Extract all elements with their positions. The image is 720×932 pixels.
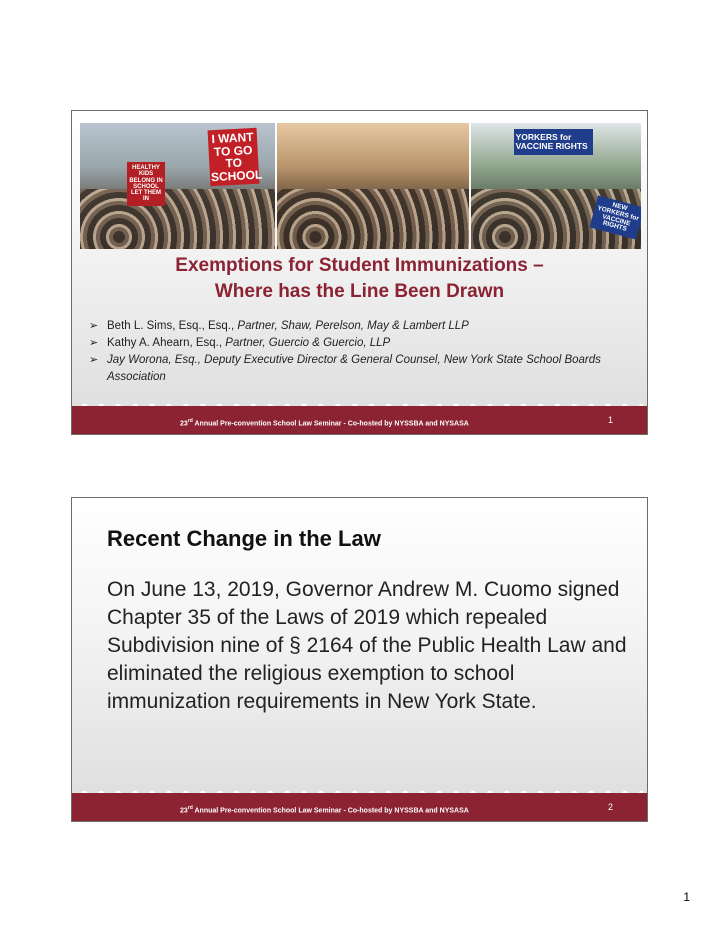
list-item (89, 352, 629, 386)
protest-sign: I WANT TO GO TO SCHOOL (208, 128, 260, 187)
crowd-image (277, 189, 468, 249)
protest-sign: HEALTHY KIDS BELONG IN SCHOOL LET THEM IN (127, 162, 165, 206)
slide-2 (71, 497, 648, 822)
slide-title: Recent Change in the Law (107, 526, 381, 551)
protest-photo-healthy-kids (80, 123, 275, 249)
presenter-role: Partner, Guercio & Guercio, LLP (225, 337, 391, 349)
slide-1 (71, 110, 648, 435)
protest-photo-hearing-room (277, 123, 468, 249)
footer-text: 23rd Annual Pre-convention School Law Seminar - Co-hosted by NYSSBA and NYSASA (180, 417, 469, 427)
presenter-role: Partner, Shaw, Perelson, May & Lambert LLP (237, 320, 469, 332)
protest-sign: NEW YORKERS for VACCINE RIGHTS (589, 195, 641, 240)
presenter-name: Beth L. Sims, Esq., Esq., (107, 320, 235, 332)
presenter-name: Kathy A. Ahearn, Esq., (107, 337, 223, 349)
presenter-list (89, 318, 629, 386)
presenter-role: Deputy Executive Director & General Counsel, New York State School Boards Association (107, 354, 601, 383)
slide-footer (72, 406, 647, 434)
footer-text: 23rd Annual Pre-convention School Law Seminar - Co-hosted by NYSSBA and NYSASA (180, 804, 469, 814)
slide-title (72, 253, 647, 305)
protest-sign: YORKERS for VACCINE RIGHTS (514, 129, 593, 155)
slide-number: 2 (607, 802, 613, 812)
arrow-bullet-icon: ➢ (89, 337, 99, 349)
arrow-bullet-icon: ➢ (89, 320, 99, 332)
slide-footer (72, 793, 647, 821)
header-photo-strip (80, 123, 641, 249)
presenter-name: Jay Worona, Esq., (107, 354, 201, 366)
crowd-image (80, 189, 275, 249)
list-item (89, 335, 629, 352)
slide-number: 1 (607, 415, 613, 425)
page-number: 1 (683, 890, 690, 904)
title-line: Where has the Line Been Drawn (214, 281, 505, 302)
slide-body-text: On June 13, 2019, Governor Andrew M. Cuomo signed Chapter 35 of the Laws of 2019 which repealed Subdivision nine of § 2164 of the Public Health Law and eliminated the religious exemption to school immunization requirements in New York State. (107, 578, 627, 713)
arrow-bullet-icon: ➢ (89, 354, 99, 366)
protest-photo-vaccine-rights (471, 123, 641, 249)
title-line: Exemptions for Student Immunizations – (175, 255, 544, 276)
list-item (89, 318, 629, 335)
